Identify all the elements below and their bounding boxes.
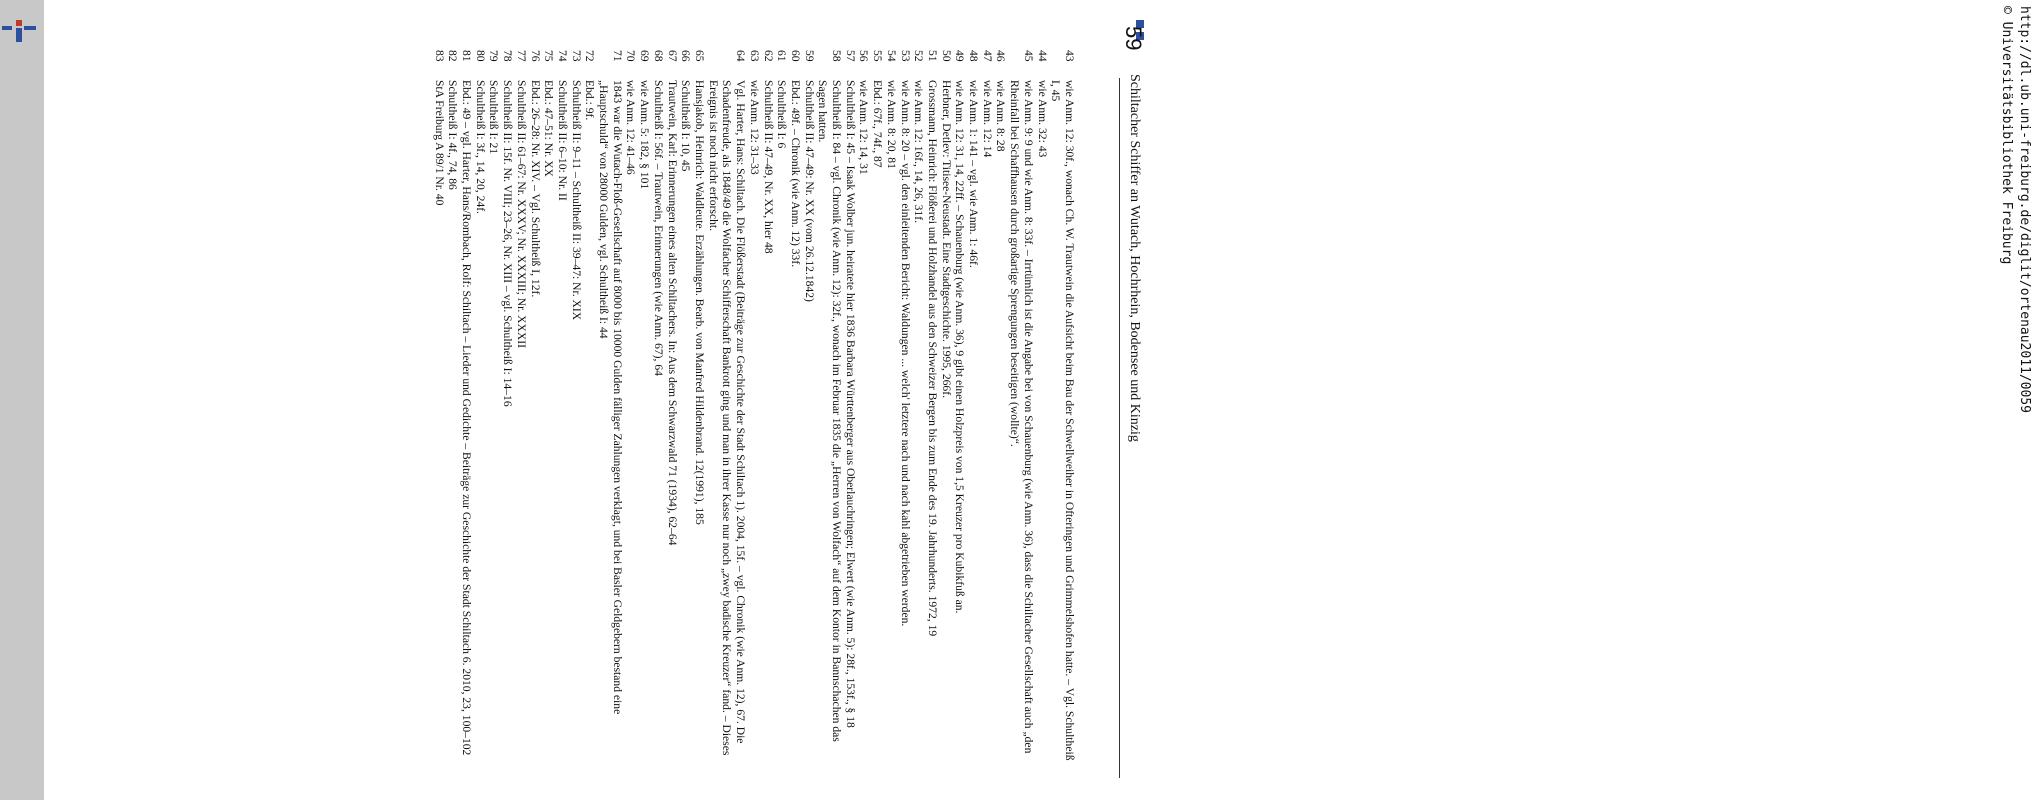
endnote-number: 80	[473, 50, 487, 62]
endnote-number: 68	[651, 50, 665, 62]
endnote-number: 64	[734, 50, 748, 62]
endnote-number: 83	[432, 50, 446, 62]
endnote-text: Ebd.: 49 – vgl. Harter, Hans/Rombach, Rolf: Schiltach – Lieder und Gedichte – Beiträge zur Geschichte der Stadt Schiltach 6. 2010, 23, 100–102	[460, 80, 474, 756]
endnote-item	[500, 50, 514, 770]
endnote-text: Ebd.: 26–28: Nr. XIV. – Vgl. Schultheiß I, 12f.	[528, 80, 542, 298]
endnote-number: 48	[967, 50, 981, 62]
endnote-item	[514, 50, 528, 770]
endnote-text: 1843 war die Wutach-Floß-Gesellschaft auf 8000 bis 10000 Gulden fälliger Zahlungen verklagt, und bei Basler Geldgebern bestand eine „Hauptschuld“ von 28000 Gulden, vgl. Schultheiß I: 44	[597, 80, 624, 715]
endnote-number: 79	[487, 50, 501, 62]
endnote-text: wie Anm. 12: 31–33	[747, 80, 761, 175]
endnote-item	[528, 50, 542, 770]
page-number: 59	[1121, 26, 1146, 51]
endnote-text: wie Anm. 12: 41–46	[624, 80, 638, 175]
endnote-number: 63	[747, 50, 761, 62]
endnote-text: Schultheiß I: 84 – vgl. Chronik (wie Anm. 12): 32f., wonach im Februar 1835 die „Herren von Wolfach“ auf dem Kontor in Bannschachen das Sagen hatten.	[816, 80, 844, 742]
endnote-item	[624, 50, 638, 770]
endnote-text: Trautwein, Karl: Erinnerungen eines alten Schiltachers. In: Aus dem Schwarzwald 71 (1934), 62–64	[665, 80, 679, 546]
endnote-text: wie Anm. 1: 141 – vgl. wie Anm. 1: 46f.	[967, 80, 981, 268]
endnote-number: 65	[693, 50, 707, 62]
endnote-number: 72	[583, 50, 597, 62]
endnote-number: 51	[925, 50, 939, 62]
endnote-number: 77	[514, 50, 528, 62]
endnote-text: wie Anm. 8: 20, 81	[884, 80, 898, 169]
endnote-item	[761, 50, 775, 770]
endnote-item	[816, 50, 843, 770]
endnote-item	[747, 50, 761, 770]
endnote-item	[432, 50, 446, 770]
endnote-number: 73	[569, 50, 583, 62]
endnote-number: 60	[788, 50, 802, 62]
endnote-number: 44	[1035, 50, 1049, 62]
endnote-text: Hansjakob, Heinrich: Waldleute. Erzählungen. Bearb. von Manfred Hildenbrand. 12(1991), 185	[693, 80, 707, 525]
header-rule	[1119, 78, 1120, 778]
endnote-number: 75	[542, 50, 556, 62]
endnote-item	[651, 50, 665, 770]
endnote-item	[939, 50, 953, 770]
footer-url[interactable]: http://dl.ub.uni-freiburg.de/diglit/ortenau2011/0059	[2017, 6, 2032, 413]
endnote-item	[596, 50, 623, 770]
endnote-item	[802, 50, 816, 770]
endnote-number: 49	[953, 50, 967, 62]
endnote-text: Schultheiß I: 56f. – Trautwein, Erinnerungen (wie Anm. 67), 64	[651, 80, 665, 376]
endnote-text: StA Freiburg A 89/1 Nr. 40	[432, 80, 446, 206]
endnote-text: Ebd.: 47–51: Nr. XX	[542, 80, 556, 177]
endnote-number: 78	[501, 50, 515, 62]
endnote-item	[542, 50, 556, 770]
endnote-item	[706, 50, 747, 770]
endnote-item	[925, 50, 939, 770]
endnote-number: 47	[980, 50, 994, 62]
endnote-item	[788, 50, 802, 770]
endnote-number: 58	[830, 50, 844, 62]
endnote-text: wie Anm. 12: 16f., 14, 26, 31f.	[912, 80, 926, 223]
endnote-text: Schultheiß I: 3f., 14, 20, 24f.	[473, 80, 487, 214]
endnote-text: Schultheiß II: 47–49: Nr. XX (vom 26.12.1842)	[802, 80, 816, 302]
endnote-number: 69	[638, 50, 652, 62]
endnote-number: 56	[857, 50, 871, 62]
endnote-text: Schultheiß II: 6–10: Nr. II	[555, 80, 569, 201]
endnote-item	[898, 50, 912, 770]
endnote-item	[775, 50, 789, 770]
endnote-number: 46	[994, 50, 1008, 62]
endnote-item	[870, 50, 884, 770]
endnote-text: Schultheiß I: 6	[775, 80, 789, 149]
endnote-item	[555, 50, 569, 770]
endnote-number: 61	[775, 50, 789, 62]
endnote-text: Schultheiß II: 61–67: Nr. XXXV; Nr. XXXIII; Nr. XXXII	[514, 80, 528, 349]
endnote-text: wie Anm. 8: 20 – vgl. den einleitenden Bericht: Waldungen ... welch' letztere nach und nach kahl abgetrieben werden.	[898, 80, 912, 627]
endnote-item	[980, 50, 994, 770]
endnote-item	[953, 50, 967, 770]
endnote-item	[446, 50, 460, 770]
endnote-item	[473, 50, 487, 770]
endnote-text: Schultheiß II: 15f. Nr. VIII; 23–26, Nr. XIII – vgl. Schultheiß I: 14–16	[501, 80, 515, 407]
endnote-number: 54	[884, 50, 898, 62]
endnote-text: Ebd.: 49f. – Chronik (wie Anm. 12) 33f.	[788, 80, 802, 268]
endnote-item	[487, 50, 501, 770]
endnote-text: Herbner, Detlev: Titisee-Neustadt. Eine Stadtgeschichte. 1995, 266f.	[939, 80, 953, 398]
endnote-item	[912, 50, 926, 770]
library-logo	[0, 8, 40, 52]
endnote-number: 43	[1063, 50, 1076, 62]
endnote-item	[857, 50, 871, 770]
endnote-number: 52	[912, 50, 926, 62]
endnote-number: 76	[528, 50, 542, 62]
endnote-number: 66	[679, 50, 693, 62]
endnote-text: Schultheiß I: 10, 45	[679, 80, 693, 172]
endnote-number: 55	[871, 50, 885, 62]
endnote-text: Grossmann, Heinrich: Flößerei und Holzhandel aus den Schweizer Bergen bis zum Ende des 19. Jahrhunderts. 1972, 19	[925, 80, 939, 637]
rotated-document-page	[148, 22, 1148, 782]
endnote-number: 82	[446, 50, 460, 62]
endnote-text: Ebd.: 67f., 74f., 87	[871, 80, 885, 168]
footer-copyright: © Universitätsbibliothek Freiburg	[1999, 6, 2014, 265]
endnote-item	[692, 50, 706, 770]
endnote-text: wie Anm. 12: 31, 14, 22ff. – Schauenburg (wie Anm. 36), 9 gibt einen Holzpreis von 1,5 Kreuzer pro Kubikfuß an.	[953, 80, 967, 614]
endnote-text: Vgl. Harter, Hans: Schiltach. Die Flößerstadt (Beiträge zur Geschichte der Stadt Schiltach 1). 2004, 15f. – vgl. Chronik (wie Anm. 12), 67. Die Schadenfreude, als 1848/49 die Wolfacher Schifferschaft Bankrott ging und man in ihrer Kasse nur noch „zwey badische Kreuzer“ fand. – Dieses Ereignis ist noch nicht erforscht.	[706, 80, 748, 756]
endnote-text: wie Anm. 12: 14	[980, 80, 994, 158]
endnote-text: wie Anm. 12: 14, 31	[857, 80, 871, 175]
endnote-text: wie Anm. 32: 43	[1035, 80, 1049, 158]
endnote-number: 50	[939, 50, 953, 62]
endnote-number: 57	[843, 50, 857, 62]
endnote-text: wie Anm. 8: 28	[994, 80, 1008, 152]
endnote-item	[583, 50, 597, 770]
endnote-text: Schultheiß II: 9–11 – Schultheiß II: 39–47: Nr. XIX	[569, 80, 583, 321]
endnote-item	[679, 50, 693, 770]
endnote-item	[459, 50, 473, 770]
endnote-number: 62	[761, 50, 775, 62]
endnote-item	[1049, 50, 1076, 770]
endnote-text: Ebd.: 9f.	[583, 80, 597, 121]
endnote-text: wie Anm. 5: 182, § 101	[638, 80, 652, 190]
endnote-text: Schultheiß I: 45 – Isaak Wolber jun. heiratete hier 1836 Barbara Württenberger aus Oberlauchringen; Elwert (wie Anm. 5): 28f., 153f., § 18	[843, 80, 857, 728]
running-title: Schiltacher Schiffer an Wutach, Hochrhein, Bodensee und Kinzig	[1127, 74, 1142, 442]
endnote-number: 71	[610, 50, 624, 62]
endnote-number: 67	[665, 50, 679, 62]
endnote-number: 74	[555, 50, 569, 62]
endnote-number: 45	[1021, 50, 1035, 62]
endnote-number: 81	[460, 50, 474, 62]
left-margin-strip	[0, 0, 44, 800]
endnote-number: 59	[802, 50, 816, 62]
endnote-item	[994, 50, 1008, 770]
endnote-item	[966, 50, 980, 770]
endnote-text: wie Anm. 9: 9 und wie Anm. 8: 33f. – Irrtümlich ist die Angabe bei von Schauenburg (wie Anm. 36), dass die Schiltacher Gesellschaft auch „den Rheinfall bei Schaffhausen durch großartige Sprengungen beseitigen (wollte)“.	[1008, 80, 1035, 754]
endnote-text: Schultheiß II: 47–49, Nr. XX, hier 48	[761, 80, 775, 254]
endnote-item	[665, 50, 679, 770]
endnote-number: 70	[624, 50, 638, 62]
endnote-item	[884, 50, 898, 770]
endnote-text: wie Anm. 12: 30f., wonach Ch. W. Trautwein die Aufsicht beim Bau der Schwellweiher in Ofteringen und Grimmelshofen hatte. – Vgl. Schultheiß I, 45	[1049, 80, 1076, 761]
endnote-text: Schultheiß I: 21	[487, 80, 501, 155]
endnote-number: 53	[898, 50, 912, 62]
endnote-text: Schultheiß I: 4f., 74, 86	[446, 80, 460, 190]
endnote-item	[569, 50, 583, 770]
endnote-item	[843, 50, 857, 770]
endnote-item	[638, 50, 652, 770]
endnotes-list	[432, 50, 1076, 770]
